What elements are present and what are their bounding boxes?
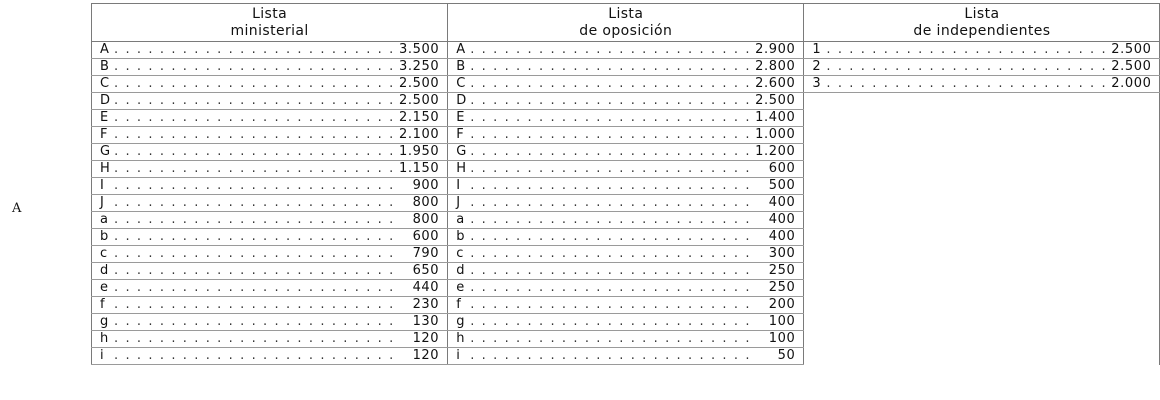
independientes-empty-cell	[804, 93, 1160, 110]
dot-leader: . . . . . . . . . . . . . . . . . . . . . . . . .	[470, 212, 752, 227]
dot-leader: . . . . . . . . . . . . . . . . . . . . . . . . .	[114, 93, 395, 108]
ministerial-entry-content	[92, 144, 447, 160]
ministerial-entry	[92, 195, 448, 212]
ministerial-entry-value: 2.500	[398, 76, 440, 91]
oposicion-entry	[448, 348, 804, 365]
ministerial-entry-key: J	[100, 195, 104, 210]
ministerial-entry	[92, 229, 448, 246]
ministerial-entry-value: 900	[412, 178, 440, 193]
table-row	[92, 127, 1160, 144]
ministerial-entry-value: 130	[412, 314, 440, 329]
table-row	[92, 93, 1160, 110]
ministerial-entry-content	[92, 263, 447, 279]
dot-leader: . . . . . . . . . . . . . . . . . . . . . . . . .	[470, 110, 752, 125]
header-oposicion-line2: de oposición	[579, 22, 673, 39]
ministerial-entry-key: f	[100, 297, 105, 312]
oposicion-entry-content	[448, 59, 803, 75]
ministerial-entry-key: d	[100, 263, 109, 278]
ministerial-entry-key: e	[100, 280, 108, 295]
oposicion-entry-key: H	[456, 161, 466, 176]
header-ministerial	[92, 4, 448, 42]
ministerial-entry-content	[92, 314, 447, 330]
dot-leader: . . . . . . . . . . . . . . . . . . . . . . . . .	[114, 297, 395, 312]
dot-leader: . . . . . . . . . . . . . . . . . . . . . . . . .	[114, 229, 395, 244]
ministerial-entry	[92, 127, 448, 144]
ministerial-entry-value: 2.100	[398, 127, 440, 142]
oposicion-entry	[448, 110, 804, 127]
ministerial-entry-value: 2.150	[398, 110, 440, 125]
header-oposicion-line1: Lista	[608, 5, 644, 22]
ministerial-entry-key: A	[100, 42, 109, 57]
oposicion-entry-value: 2.800	[755, 59, 796, 74]
ministerial-entry-value: 230	[412, 297, 440, 312]
oposicion-entry-key: e	[456, 280, 465, 295]
oposicion-entry-value: 1.400	[755, 110, 796, 125]
ministerial-entry	[92, 331, 448, 348]
ministerial-entry-key: G	[100, 144, 111, 159]
dot-leader: . . . . . . . . . . . . . . . . . . . . . . . . .	[826, 42, 1108, 57]
dot-leader: . . . . . . . . . . . . . . . . . . . . . . . . .	[470, 246, 752, 261]
header-independientes	[804, 4, 1160, 42]
oposicion-entry	[448, 280, 804, 297]
ministerial-entry	[92, 178, 448, 195]
table-row	[92, 263, 1160, 280]
oposicion-entry-content	[448, 195, 803, 211]
oposicion-entry	[448, 331, 804, 348]
ministerial-entry	[92, 212, 448, 229]
table-row	[92, 76, 1160, 93]
header-independientes-line2: de independientes	[913, 22, 1051, 39]
dot-leader: . . . . . . . . . . . . . . . . . . . . . . . . .	[114, 59, 395, 74]
oposicion-entry-key: i	[456, 348, 460, 363]
oposicion-entry-key: d	[456, 263, 465, 278]
ministerial-entry-value: 120	[412, 348, 440, 363]
oposicion-entry-content	[448, 127, 803, 143]
list-body	[92, 42, 1160, 365]
ministerial-entry	[92, 144, 448, 161]
ministerial-entry-content	[92, 127, 447, 143]
oposicion-entry-value: 250	[768, 280, 796, 295]
oposicion-entry-value: 400	[768, 195, 796, 210]
header-independientes-line1: Lista	[964, 5, 1000, 22]
oposicion-entry-value: 100	[768, 314, 796, 329]
oposicion-entry-content	[448, 178, 803, 194]
oposicion-entry-value: 2.600	[755, 76, 796, 91]
ministerial-entry-value: 790	[412, 246, 440, 261]
table-row	[92, 314, 1160, 331]
oposicion-entry-content	[448, 42, 803, 58]
independientes-entry	[804, 42, 1160, 59]
ministerial-entry-content	[92, 229, 447, 245]
independientes-entry-key: 2	[812, 59, 821, 74]
oposicion-entry-value: 50	[777, 348, 796, 363]
oposicion-entry-key: f	[456, 297, 461, 312]
oposicion-entry-content	[448, 314, 803, 330]
oposicion-entry-value: 250	[768, 263, 796, 278]
dot-leader: . . . . . . . . . . . . . . . . . . . . . . . . .	[470, 229, 752, 244]
oposicion-entry-key: b	[456, 229, 465, 244]
dot-leader: . . . . . . . . . . . . . . . . . . . . . . . . .	[114, 263, 395, 278]
ministerial-entry-content	[92, 331, 447, 347]
ministerial-entry	[92, 161, 448, 178]
independientes-empty-cell	[804, 161, 1160, 178]
ministerial-entry-key: F	[100, 127, 108, 142]
oposicion-entry-value: 400	[768, 212, 796, 227]
ministerial-entry-value: 800	[412, 212, 440, 227]
oposicion-entry-key: F	[456, 127, 464, 142]
table-row	[92, 59, 1160, 76]
oposicion-entry	[448, 144, 804, 161]
independientes-empty-cell	[804, 212, 1160, 229]
ministerial-entry	[92, 348, 448, 365]
oposicion-entry	[448, 246, 804, 263]
oposicion-entry-content	[448, 331, 803, 347]
oposicion-entry-key: A	[456, 42, 466, 57]
oposicion-entry-value: 1.200	[755, 144, 796, 159]
independientes-entry	[804, 76, 1160, 93]
lists-table	[91, 3, 1160, 365]
oposicion-entry	[448, 178, 804, 195]
dot-leader: . . . . . . . . . . . . . . . . . . . . . . . . .	[826, 59, 1108, 74]
oposicion-entry-content	[448, 144, 803, 160]
oposicion-entry	[448, 195, 804, 212]
oposicion-entry-key: h	[456, 331, 465, 346]
ministerial-entry	[92, 93, 448, 110]
dot-leader: . . . . . . . . . . . . . . . . . . . . . . . . .	[470, 280, 752, 295]
oposicion-entry	[448, 229, 804, 246]
dot-leader: . . . . . . . . . . . . . . . . . . . . . . . . .	[826, 76, 1108, 91]
ministerial-entry-key: b	[100, 229, 109, 244]
ministerial-entry-content	[92, 161, 447, 177]
ministerial-entry-content	[92, 280, 447, 296]
ministerial-entry-key: I	[100, 178, 104, 193]
ministerial-entry	[92, 246, 448, 263]
ministerial-entry-value: 440	[412, 280, 440, 295]
oposicion-entry-content	[448, 161, 803, 177]
ministerial-entry-key: B	[100, 59, 109, 74]
oposicion-entry	[448, 212, 804, 229]
dot-leader: . . . . . . . . . . . . . . . . . . . . . . . . .	[470, 144, 752, 159]
oposicion-entry-value: 2.900	[755, 42, 796, 57]
oposicion-entry-value: 100	[768, 331, 796, 346]
dot-leader: . . . . . . . . . . . . . . . . . . . . . . . . .	[470, 331, 752, 346]
dot-leader: . . . . . . . . . . . . . . . . . . . . . . . . .	[470, 127, 752, 142]
dot-leader: . . . . . . . . . . . . . . . . . . . . . . . . .	[470, 195, 752, 210]
oposicion-entry-key: c	[456, 246, 464, 261]
oposicion-entry-value: 600	[768, 161, 796, 176]
dot-leader: . . . . . . . . . . . . . . . . . . . . . . . . .	[114, 76, 395, 91]
oposicion-entry	[448, 93, 804, 110]
independientes-empty-cell	[804, 178, 1160, 195]
oposicion-entry-content	[448, 212, 803, 228]
side-letter: A	[12, 201, 22, 216]
dot-leader: . . . . . . . . . . . . . . . . . . . . . . . . .	[114, 246, 395, 261]
oposicion-entry-value: 1.000	[755, 127, 796, 142]
ministerial-entry-key: g	[100, 314, 109, 329]
dot-leader: . . . . . . . . . . . . . . . . . . . . . . . . .	[470, 297, 752, 312]
oposicion-entry-content	[448, 76, 803, 92]
independientes-empty-cell	[804, 144, 1160, 161]
oposicion-entry-key: B	[456, 59, 466, 74]
ministerial-entry-value: 800	[412, 195, 440, 210]
header-oposicion	[448, 4, 804, 42]
independientes-entry-content	[804, 59, 1159, 75]
table-row	[92, 178, 1160, 195]
header-ministerial-line2: ministerial	[230, 22, 309, 39]
oposicion-entry-content	[448, 93, 803, 109]
dot-leader: . . . . . . . . . . . . . . . . . . . . . . . . .	[114, 42, 395, 57]
oposicion-entry-value: 200	[768, 297, 796, 312]
oposicion-entry-content	[448, 229, 803, 245]
independientes-empty-cell	[804, 229, 1160, 246]
oposicion-entry-key: G	[456, 144, 467, 159]
ministerial-entry-value: 120	[412, 331, 440, 346]
independientes-empty-cell	[804, 263, 1160, 280]
dot-leader: . . . . . . . . . . . . . . . . . . . . . . . . .	[114, 195, 395, 210]
oposicion-entry-value: 2.500	[755, 93, 796, 108]
dot-leader: . . . . . . . . . . . . . . . . . . . . . . . . .	[114, 161, 395, 176]
ministerial-entry-content	[92, 348, 447, 364]
independientes-empty-cell	[804, 314, 1160, 331]
oposicion-entry-key: C	[456, 76, 466, 91]
ministerial-entry-content	[92, 93, 447, 109]
independientes-empty-cell	[804, 280, 1160, 297]
ministerial-entry-key: D	[100, 93, 111, 108]
ministerial-entry-key: h	[100, 331, 109, 346]
dot-leader: . . . . . . . . . . . . . . . . . . . . . . . . .	[114, 110, 395, 125]
oposicion-entry-content	[448, 280, 803, 296]
oposicion-entry	[448, 161, 804, 178]
ministerial-entry	[92, 42, 448, 59]
ministerial-entry	[92, 76, 448, 93]
oposicion-entry-key: g	[456, 314, 465, 329]
dot-leader: . . . . . . . . . . . . . . . . . . . . . . . . .	[114, 212, 395, 227]
oposicion-entry-content	[448, 263, 803, 279]
ministerial-entry-key: H	[100, 161, 110, 176]
table-row	[92, 331, 1160, 348]
dot-leader: . . . . . . . . . . . . . . . . . . . . . . . . .	[470, 93, 752, 108]
ministerial-entry-key: i	[100, 348, 104, 363]
table-row	[92, 348, 1160, 365]
ministerial-entry-value: 3.500	[398, 42, 440, 57]
independientes-empty-cell	[804, 127, 1160, 144]
ministerial-entry-value: 3.250	[398, 59, 440, 74]
oposicion-entry	[448, 59, 804, 76]
ministerial-entry-content	[92, 59, 447, 75]
dot-leader: . . . . . . . . . . . . . . . . . . . . . . . . .	[114, 178, 395, 193]
oposicion-entry-key: I	[456, 178, 461, 193]
oposicion-entry	[448, 42, 804, 59]
oposicion-entry-content	[448, 297, 803, 313]
independientes-empty-cell	[804, 246, 1160, 263]
ministerial-entry-content	[92, 42, 447, 58]
independientes-empty-cell	[804, 110, 1160, 127]
dot-leader: . . . . . . . . . . . . . . . . . . . . . . . . .	[470, 161, 752, 176]
dot-leader: . . . . . . . . . . . . . . . . . . . . . . . . .	[470, 76, 752, 91]
independientes-entry-content	[804, 42, 1159, 58]
header-ministerial-line1: Lista	[252, 5, 288, 22]
dot-leader: . . . . . . . . . . . . . . . . . . . . . . . . .	[470, 59, 752, 74]
ministerial-entry-value: 1.150	[398, 161, 440, 176]
ministerial-entry-key: c	[100, 246, 108, 261]
independientes-entry-value: 2.500	[1111, 42, 1152, 57]
table-row	[92, 144, 1160, 161]
independientes-entry-content	[804, 76, 1159, 92]
dot-leader: . . . . . . . . . . . . . . . . . . . . . . . . .	[470, 348, 752, 363]
ministerial-entry	[92, 110, 448, 127]
independientes-entry	[804, 59, 1160, 76]
oposicion-entry-value: 300	[768, 246, 796, 261]
ministerial-entry-value: 600	[412, 229, 440, 244]
ministerial-entry-value: 2.500	[398, 93, 440, 108]
independientes-entry-value: 2.500	[1111, 59, 1152, 74]
table-row	[92, 280, 1160, 297]
ministerial-entry	[92, 314, 448, 331]
ministerial-entry-key: a	[100, 212, 108, 227]
ministerial-entry-content	[92, 212, 447, 228]
table-row	[92, 229, 1160, 246]
oposicion-entry	[448, 314, 804, 331]
ministerial-entry-content	[92, 76, 447, 92]
independientes-empty-cell	[804, 348, 1160, 365]
oposicion-entry-value: 400	[768, 229, 796, 244]
ministerial-entry-content	[92, 178, 447, 194]
dot-leader: . . . . . . . . . . . . . . . . . . . . . . . . .	[114, 280, 395, 295]
oposicion-entry-key: E	[456, 110, 465, 125]
independientes-entry-value: 2.000	[1111, 76, 1152, 91]
dot-leader: . . . . . . . . . . . . . . . . . . . . . . . . .	[470, 263, 752, 278]
dot-leader: . . . . . . . . . . . . . . . . . . . . . . . . .	[114, 331, 395, 346]
table-row	[92, 110, 1160, 127]
oposicion-entry-key: D	[456, 93, 467, 108]
oposicion-entry-value: 500	[768, 178, 796, 193]
oposicion-entry-content	[448, 348, 803, 364]
dot-leader: . . . . . . . . . . . . . . . . . . . . . . . . .	[114, 127, 395, 142]
ministerial-entry	[92, 297, 448, 314]
ministerial-entry-content	[92, 246, 447, 262]
oposicion-entry	[448, 263, 804, 280]
oposicion-entry-content	[448, 110, 803, 126]
independientes-empty-cell	[804, 195, 1160, 212]
dot-leader: . . . . . . . . . . . . . . . . . . . . . . . . .	[470, 314, 752, 329]
independientes-entry-key: 1	[812, 42, 821, 57]
oposicion-entry	[448, 127, 804, 144]
dot-leader: . . . . . . . . . . . . . . . . . . . . . . . . .	[114, 314, 395, 329]
oposicion-entry-key: a	[456, 212, 465, 227]
table-row	[92, 42, 1160, 59]
dot-leader: . . . . . . . . . . . . . . . . . . . . . . . . .	[470, 42, 752, 57]
independientes-empty-cell	[804, 297, 1160, 314]
ministerial-entry-content	[92, 195, 447, 211]
oposicion-entry	[448, 297, 804, 314]
oposicion-entry-key: J	[456, 195, 461, 210]
ministerial-entry-content	[92, 297, 447, 313]
table-row	[92, 297, 1160, 314]
dot-leader: . . . . . . . . . . . . . . . . . . . . . . . . .	[114, 348, 395, 363]
table-row	[92, 212, 1160, 229]
dot-leader: . . . . . . . . . . . . . . . . . . . . . . . . .	[114, 144, 395, 159]
ministerial-entry	[92, 59, 448, 76]
table-row	[92, 161, 1160, 178]
table-row	[92, 195, 1160, 212]
ministerial-entry-key: E	[100, 110, 109, 125]
header-row	[92, 4, 1160, 42]
ministerial-entry	[92, 280, 448, 297]
ministerial-entry-value: 650	[412, 263, 440, 278]
table-row	[92, 246, 1160, 263]
ministerial-entry-key: C	[100, 76, 110, 91]
independientes-empty-cell	[804, 331, 1160, 348]
ministerial-entry-content	[92, 110, 447, 126]
ministerial-entry	[92, 263, 448, 280]
ministerial-entry-value: 1.950	[398, 144, 440, 159]
oposicion-entry-content	[448, 246, 803, 262]
dot-leader: . . . . . . . . . . . . . . . . . . . . . . . . .	[470, 178, 752, 193]
independientes-entry-key: 3	[812, 76, 821, 91]
oposicion-entry	[448, 76, 804, 93]
